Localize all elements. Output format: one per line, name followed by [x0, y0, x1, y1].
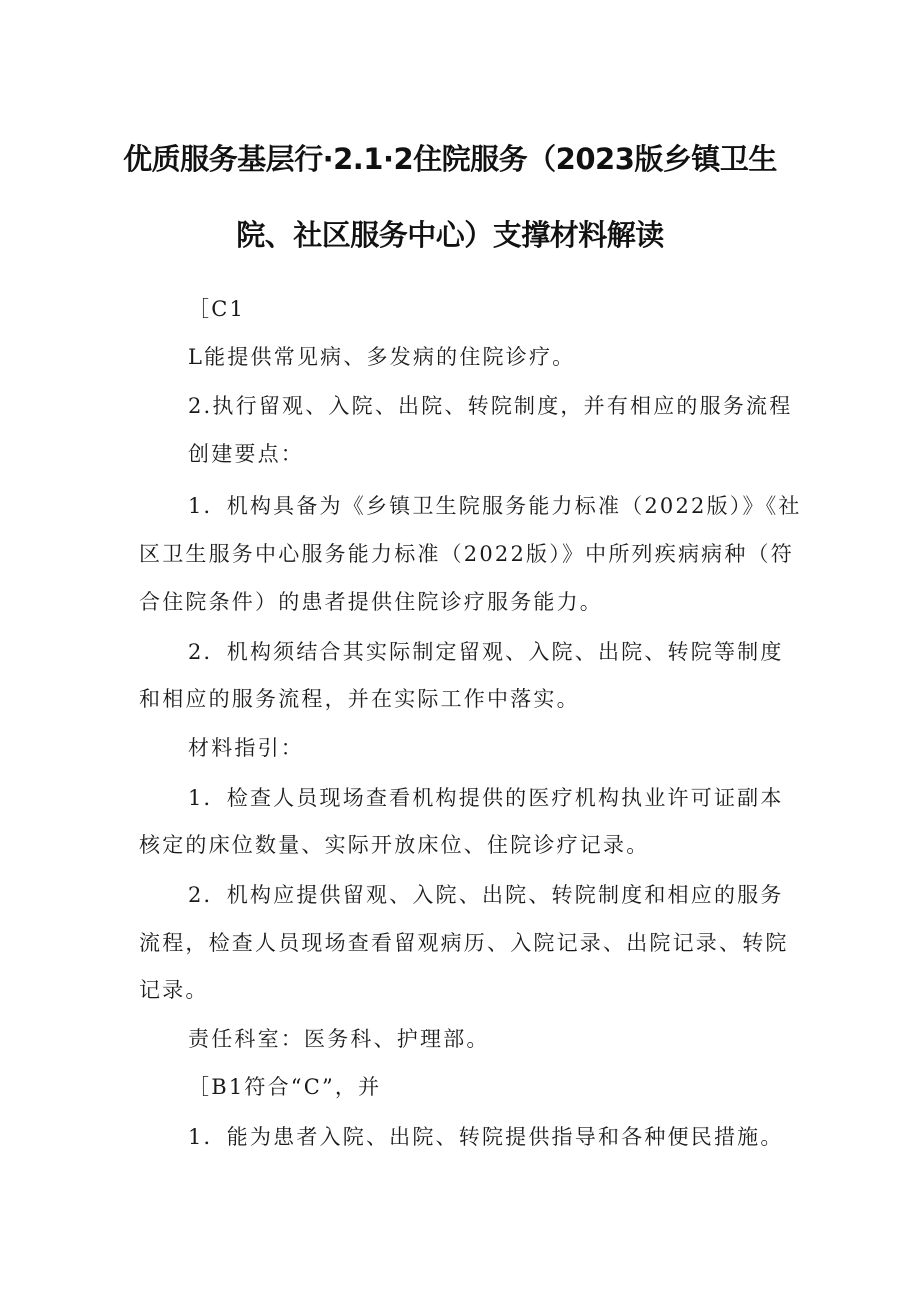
paragraph-line: 1．检查人员现场查看机构提供的医疗机构执业许可证副本 — [188, 786, 784, 810]
paragraph-line: 核定的床位数量、实际开放床位、住院诊疗记录。 — [139, 833, 650, 857]
grade-b-heading: ［B1符合“C”，并 — [188, 1075, 382, 1099]
section-heading-material-guide: 材料指引： — [188, 736, 304, 760]
document-title-line-2: 院、社区服务中心）支撑材料解读 — [236, 218, 664, 252]
document-title-line-1: 优质服务基层行·2.1·2住院服务（2023版乡镇卫生 — [123, 142, 777, 176]
paragraph-line: 记录。 — [139, 978, 209, 1002]
section-heading-key-points: 创建要点： — [188, 442, 304, 466]
responsible-department: 责任科室：医务科、护理部。 — [188, 1027, 490, 1051]
paragraph-line: 区卫生服务中心服务能力标准（2022版）》中所列疾病病种（符 — [139, 542, 794, 566]
paragraph-line: 2．机构应提供留观、入院、出院、转院制度和相应的服务 — [188, 883, 784, 907]
paragraph-line: 流程，检查人员现场查看留观病历、入院记录、出院记录、转院 — [139, 931, 789, 955]
paragraph-line: L能提供常见病、多发病的住院诊疗。 — [188, 345, 576, 369]
paragraph-line: 合住院条件）的患者提供住院诊疗服务能力。 — [139, 590, 603, 614]
paragraph-line: 和相应的服务流程，并在实际工作中落实。 — [139, 687, 580, 711]
paragraph-line: 1．能为患者入院、出院、转院提供指导和各种便民措施。 — [188, 1125, 784, 1149]
paragraph-line: 2．机构须结合其实际制定留观、入院、出院、转院等制度 — [188, 640, 784, 664]
paragraph-line: 2.执行留观、入院、出院、转院制度，并有相应的服务流程 — [188, 394, 793, 418]
grade-c-heading: ［C1 — [188, 297, 246, 321]
paragraph-line: 1．机构具备为《乡镇卫生院服务能力标准（2022版）》《社 — [188, 494, 802, 518]
